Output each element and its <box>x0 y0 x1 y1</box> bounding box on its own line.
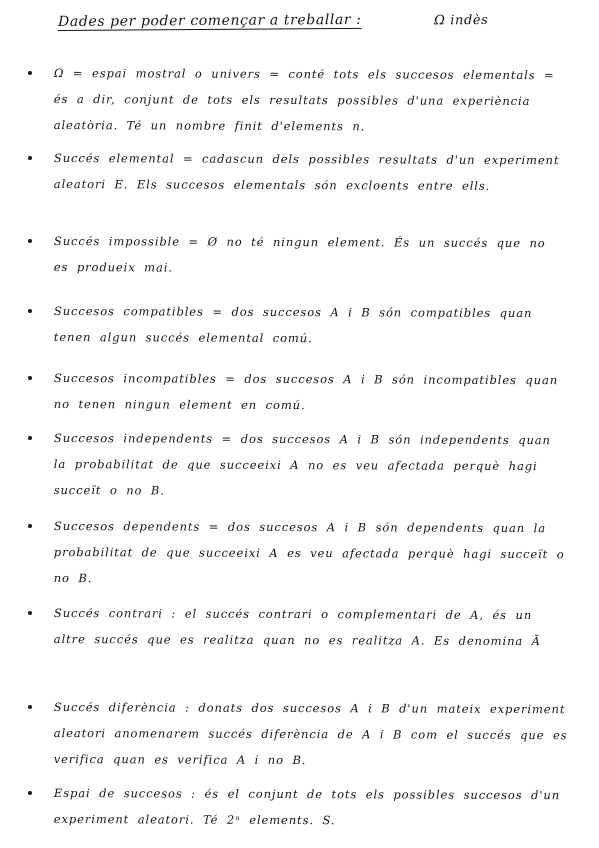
bullet-dot-icon <box>28 156 32 160</box>
bullet-dot-icon <box>28 239 32 243</box>
list-item-text: Ω = espai mostral o univers = conté tots els succesos elementals = és a dir, conjunt de tots els resultats possibles d'una experiència aleatòria. Té un nombre finit d'elements n. <box>53 65 555 134</box>
list-item <box>28 60 568 138</box>
list-item <box>28 694 568 772</box>
list-item-text: Succesos incompatibles = dos succesos A i B són incompatibles quan no tenen ningun element en comú. <box>53 370 559 413</box>
page-title: Dades per poder començar a treballar : <box>58 11 362 30</box>
bullet-dot-icon <box>28 436 32 440</box>
page-heading <box>58 7 528 40</box>
list-item <box>28 298 568 350</box>
list-item-text: Succesos independents = dos succesos A i B són independents quan la probabilitat de que succeeixi A no es veu afectada perquè hagi succeït o no B. <box>53 430 551 498</box>
bullet-dot-icon <box>28 71 32 75</box>
bullet-dot-icon <box>28 524 32 528</box>
bullet-dot-icon <box>28 705 32 709</box>
bullet-dot-icon <box>28 309 32 313</box>
bullet-dot-icon <box>28 791 32 795</box>
list-item-text: Succés elemental = cadascun dels possibles resultats d'un experiment aleatori E. Els succesos elementals són excloents entre ells. <box>53 150 560 193</box>
list-item-text: Succesos dependents = dos succesos A i B són dependents quan la probabilitat de que succeeixi A es veu afectada perquè hagi succeït o no B. <box>53 518 565 586</box>
list-item-text: Succesos compatibles = dos succesos A i B són compatibles quan tenen algun succés elemental comú. <box>53 303 533 346</box>
list-item <box>28 425 568 503</box>
list-item <box>28 513 568 591</box>
title-note: Ω indès <box>434 12 489 29</box>
list-item <box>28 228 568 280</box>
list-item-text: Succés diferència : donats dos succesos A i B d'un mateix experiment aleatori anomenarem succés diferència de A i B com el succés que es verifica quan es verifica A i no B. <box>53 699 568 768</box>
list-item-text: Succés contrari : el succés contrari o complementari de A, és un altre succés que es realitza quan no es realitza A. Es denomina Ā <box>53 605 541 649</box>
list-item <box>28 780 568 832</box>
bullet-dot-icon <box>28 376 32 380</box>
list-item <box>28 365 568 417</box>
list-item <box>28 145 568 197</box>
list-item-text: Espai de succesos : és el conjunt de tots els possibles succesos d'un experiment aleatori. Té 2ⁿ elements. S. <box>53 785 561 828</box>
list-item-text: Succés impossible = Ø no té ningun element. És un succés que no es produeix mai. <box>53 233 546 275</box>
bullet-dot-icon <box>28 611 32 615</box>
list-item <box>28 600 568 652</box>
